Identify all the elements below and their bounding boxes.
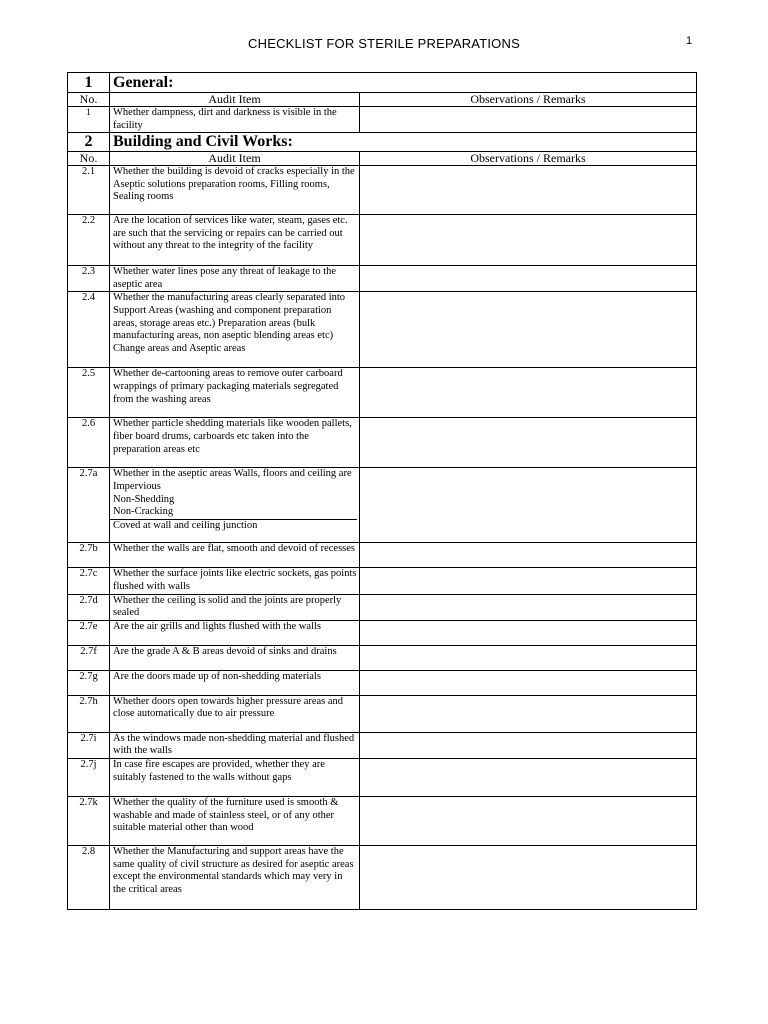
column-header-row — [68, 93, 697, 107]
table-row — [68, 166, 697, 215]
item-number: 2.2 — [68, 215, 110, 266]
item-number: 2.8 — [68, 845, 110, 909]
audit-item-text: Whether the ceiling is solid and the joints are properly sealed — [110, 594, 360, 620]
audit-item-text: Whether in the aseptic areas Walls, floors and ceiling are — [113, 468, 352, 480]
page-number: 1 — [686, 35, 693, 47]
table-row — [68, 215, 697, 266]
audit-item-text: Are the grade A & B areas devoid of sinks and drains — [110, 645, 360, 670]
page-header — [0, 36, 768, 54]
audit-item-text: Whether dampness, dirt and darkness is visible in the facility — [110, 107, 360, 133]
audit-item-text: Are the doors made up of non-shedding materials — [110, 670, 360, 695]
audit-item-text: Whether the surface joints like electric sockets, gas points flushed with walls — [110, 568, 360, 594]
remarks-cell[interactable] — [360, 166, 697, 215]
item-number: 2.3 — [68, 266, 110, 292]
remarks-cell[interactable] — [360, 845, 697, 909]
section-header-row — [68, 133, 697, 152]
remarks-cell[interactable] — [360, 620, 697, 645]
item-number: 2.7b — [68, 543, 110, 568]
table-row — [68, 292, 697, 368]
audit-item-text: Whether de-cartooning areas to remove outer carboard wrappings of primary packaging materials segregated from the washing areas — [110, 368, 360, 418]
table-row — [68, 107, 697, 133]
audit-item-text: Whether the building is devoid of cracks especially in the Aseptic solutions preparation rooms, Filling rooms, Sealing rooms — [110, 166, 360, 215]
audit-item-text: Whether the walls are flat, smooth and devoid of recesses — [110, 543, 360, 568]
remarks-cell[interactable] — [360, 215, 697, 266]
table-row — [68, 732, 697, 758]
table-row — [68, 543, 697, 568]
item-number: 2.7k — [68, 796, 110, 845]
table-row — [68, 695, 697, 732]
remarks-cell[interactable] — [360, 645, 697, 670]
item-number: 2.7i — [68, 732, 110, 758]
table-row — [68, 758, 697, 796]
audit-item-text: Whether the Manufacturing and support areas have the same quality of civil structure as desired for aseptic areas except the environmental standards which may very in the critical areas — [110, 845, 360, 909]
remarks-cell[interactable] — [360, 732, 697, 758]
column-header-no: No. — [68, 152, 110, 166]
audit-item-text: As the windows made non-shedding material and flushed with the walls — [110, 732, 360, 758]
table-row — [68, 468, 697, 543]
table-row — [68, 368, 697, 418]
item-number: 2.6 — [68, 418, 110, 468]
section-header-row — [68, 73, 697, 93]
item-number: 2.1 — [68, 166, 110, 215]
audit-item-text: In case fire escapes are provided, whether they are suitably fastened to the walls without gaps — [110, 758, 360, 796]
audit-item-text: Whether particle shedding materials like wooden pallets, fiber board drums, carboards etc taken into the preparation areas etc — [110, 418, 360, 468]
section-title: General: — [110, 73, 697, 93]
column-header-remarks: Observations / Remarks — [360, 152, 697, 166]
audit-item-text: Whether the manufacturing areas clearly separated into Support Areas (washing and component preparation areas, storage areas etc.) Preparation areas (bulk manufacturing areas, non aseptic blending areas etc) Change areas and Aseptic areas — [110, 292, 360, 368]
remarks-cell[interactable] — [360, 568, 697, 594]
table-row — [68, 594, 697, 620]
table-row — [68, 568, 697, 594]
item-number: 2.7d — [68, 594, 110, 620]
item-number: 2.7g — [68, 670, 110, 695]
item-number: 2.7c — [68, 568, 110, 594]
audit-subitem: Non-Cracking — [113, 506, 174, 518]
column-header-no: No. — [68, 93, 110, 107]
audit-subitem: Non-Shedding — [113, 493, 175, 505]
item-number: 2.7e — [68, 620, 110, 645]
audit-item-text: Whether the quality of the furniture used is smooth & washable and made of stainless steel, or of any other suitable material other than wood — [110, 796, 360, 845]
table-row — [68, 620, 697, 645]
remarks-cell[interactable] — [360, 468, 697, 543]
checklist-table — [67, 72, 697, 910]
item-number: 2.7j — [68, 758, 110, 796]
remarks-cell[interactable] — [360, 796, 697, 845]
item-number: 2.5 — [68, 368, 110, 418]
column-header-audit-item: Audit Item — [110, 93, 360, 107]
table-row — [68, 418, 697, 468]
table-row — [68, 266, 697, 292]
remarks-cell[interactable] — [360, 758, 697, 796]
remarks-cell[interactable] — [360, 292, 697, 368]
table-row — [68, 670, 697, 695]
item-number: 1 — [68, 107, 110, 133]
audit-item-cell — [110, 468, 360, 543]
item-number: 2.7a — [68, 468, 110, 543]
page-title: CHECKLIST FOR STERILE PREPARATIONS — [248, 36, 520, 51]
audit-item-text: Are the location of services like water, steam, gases etc. are such that the servicing or repairs can be carried out without any threat to the integrity of the facility — [110, 215, 360, 266]
remarks-cell[interactable] — [360, 418, 697, 468]
audit-subitem: Impervious — [113, 480, 161, 492]
table-row — [68, 796, 697, 845]
audit-item-text: Are the air grills and lights flushed with the walls — [110, 620, 360, 645]
remarks-cell[interactable] — [360, 543, 697, 568]
section-number: 1 — [68, 73, 110, 93]
remarks-cell[interactable] — [360, 107, 697, 133]
table-row — [68, 645, 697, 670]
remarks-cell[interactable] — [360, 594, 697, 620]
remarks-cell[interactable] — [360, 368, 697, 418]
audit-subitem-boxed: Coved at wall and ceiling junction — [110, 519, 357, 533]
remarks-cell[interactable] — [360, 695, 697, 732]
remarks-cell[interactable] — [360, 670, 697, 695]
audit-item-text: Whether doors open towards higher pressure areas and close automatically due to air pressure — [110, 695, 360, 732]
section-title: Building and Civil Works: — [110, 133, 697, 152]
table-row — [68, 845, 697, 909]
item-number: 2.4 — [68, 292, 110, 368]
audit-item-text: Whether water lines pose any threat of leakage to the aseptic area — [110, 266, 360, 292]
section-number: 2 — [68, 133, 110, 152]
remarks-cell[interactable] — [360, 266, 697, 292]
item-number: 2.7f — [68, 645, 110, 670]
column-header-audit-item: Audit Item — [110, 152, 360, 166]
item-number: 2.7h — [68, 695, 110, 732]
column-header-row — [68, 152, 697, 166]
column-header-remarks: Observations / Remarks — [360, 93, 697, 107]
